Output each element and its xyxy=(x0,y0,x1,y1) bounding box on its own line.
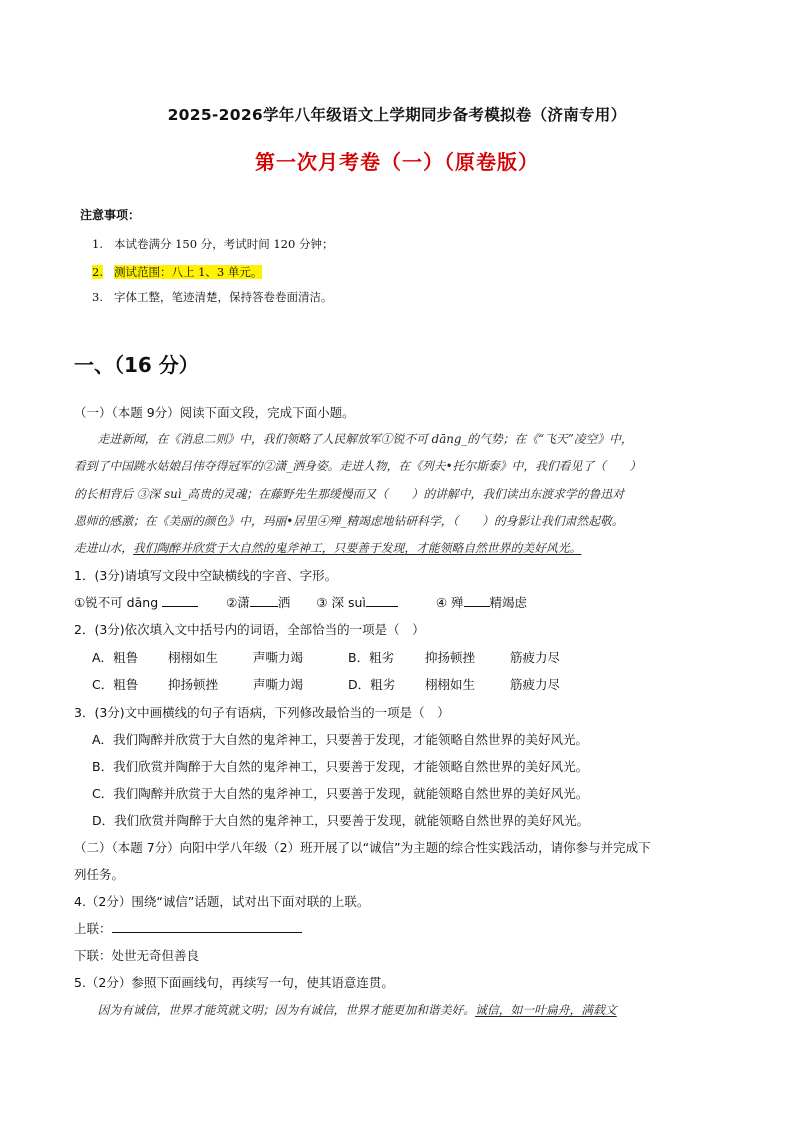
option-b[interactable]: B．我们欣赏并陶醉于大自然的鬼斧神工，只要善于发现，才能领略自然世界的美好风光。 xyxy=(92,759,589,774)
question-2-stem: 2．(3分)依次填入文中括号内的词语，全部恰当的一项是（ ） xyxy=(74,622,425,637)
part2-intro: （二）（本题 7分）向阳中学八年级（2）班开展了以“诚信”为主题的综合性实践活动，请你参与并完成下 xyxy=(74,840,651,855)
section-heading: 一、（16 分） xyxy=(74,353,199,377)
question-3-stem: 3．(3分)文中画横线的句子有语病，下列修改最恰当的一项是（ ） xyxy=(74,705,450,720)
notice-item-num: 1. xyxy=(92,237,103,251)
option-word: 抑扬顿挫 xyxy=(168,677,219,692)
passage-text: 走进山水， xyxy=(74,541,133,555)
blank-prompt: ①锐不可 dāng xyxy=(74,595,159,610)
passage-line: 恩师的感激；在《美丽的颜色》中，玛丽•居里④殚_精竭虑地钻研科学，（ ）的身影让我们肃然起敬。 xyxy=(74,514,624,528)
exam-subtitle: 第一次月考卷（一）（原卷版） xyxy=(255,150,539,174)
part2-intro-cont: 列任务。 xyxy=(74,867,125,882)
q5-text-plain: 因为有诚信，世界才能筑就文明；因为有诚信，世界才能更加和谐美好。 xyxy=(74,1003,476,1017)
blank-prompt: 精竭虑 xyxy=(489,595,528,610)
notice-heading: 注意事项： xyxy=(80,208,141,222)
underlined-sentence: 诚信，如一叶扁舟，满载文 xyxy=(475,1003,617,1017)
blank-prompt: ②潇 xyxy=(226,595,250,610)
blank-prompt: ④ 殚 xyxy=(435,595,464,610)
notice-item-text: 本试卷满分 150 分，考试时间 120 分钟； xyxy=(113,237,334,251)
option-word: 粗劣 xyxy=(370,677,396,692)
passage-line: 走进新闻，在《消息二则》中，我们领略了人民解放军①锐不可 dāng_的气势；在《“飞天”凌空》中， xyxy=(74,432,633,446)
question-1-stem: 1．(3分)请填写文段中空缺横线的字音、字形。 xyxy=(74,568,338,583)
notice-item-num: 2. xyxy=(92,265,103,279)
passage-line-last xyxy=(74,539,581,556)
option-label: B． xyxy=(348,650,370,665)
q5-text xyxy=(74,1001,617,1018)
option-label: D． xyxy=(348,677,371,692)
question-5-stem: 5.（2分）参照下面画线句，再续写一句，使其语意连贯。 xyxy=(74,975,394,990)
option-a[interactable]: A．我们陶醉并欣赏于大自然的鬼斧神工，只要善于发现，才能领略自然世界的美好风光。 xyxy=(92,732,589,747)
notice-item-text: 测试范围：八上 1、3 单元。 xyxy=(113,265,263,279)
answer-blank[interactable] xyxy=(250,594,278,607)
option-word: 栩栩如生 xyxy=(168,650,219,665)
notice-item-num: 3. xyxy=(92,290,103,304)
answer-blank[interactable] xyxy=(464,594,490,607)
option-d[interactable]: D．我们欣赏并陶醉于大自然的鬼斧神工，只要善于发现，就能领略自然世界的美好风光。 xyxy=(92,813,590,828)
option-word: 筋疲力尽 xyxy=(510,677,561,692)
blank-prompt: ③ 深 suì xyxy=(316,595,366,610)
passage-line: 的长相背后 ③深 suì_高贵的灵魂；在藤野先生那缓慢而又（ ）的讲解中，我们读出东渡求学的鲁迅对 xyxy=(74,487,624,501)
option-word: 声嘶力竭 xyxy=(253,677,304,692)
part1-intro: （一）（本题 9分）阅读下面文段，完成下面小题。 xyxy=(74,405,355,420)
upper-couplet-line xyxy=(74,919,302,937)
option-word: 粗鲁 xyxy=(113,650,139,665)
option-b[interactable] xyxy=(348,648,394,666)
option-word: 筋疲力尽 xyxy=(510,650,561,665)
option-word: 声嘶力竭 xyxy=(253,650,304,665)
question-4-stem: 4.（2分）围绕“诚信”话题，试对出下面对联的上联。 xyxy=(74,894,370,909)
passage-line: 看到了中国跳水姑娘吕伟夺得冠军的②潇_洒身姿。走进人物，在《列夫•托尔斯泰》中，我们看见了（ ） xyxy=(74,459,642,473)
option-d[interactable] xyxy=(348,675,395,693)
option-word: 抑扬顿挫 xyxy=(425,650,476,665)
notice-item xyxy=(92,289,332,305)
blank-prompt: 洒 xyxy=(277,595,291,610)
option-label: A． xyxy=(92,650,114,665)
answer-blank[interactable] xyxy=(162,594,198,607)
answer-blank[interactable] xyxy=(366,594,398,607)
option-word: 栩栩如生 xyxy=(425,677,476,692)
option-word: 粗劣 xyxy=(369,650,395,665)
upper-couplet-label: 上联： xyxy=(74,921,112,936)
notice-item-text: 字体工整，笔迹清楚，保持答卷卷面清洁。 xyxy=(113,290,333,304)
option-a[interactable] xyxy=(92,648,138,666)
notice-item-highlighted xyxy=(92,264,262,280)
upper-couplet-blank[interactable] xyxy=(112,920,302,933)
option-word: 粗鲁 xyxy=(113,677,139,692)
exam-title: 2025-2026学年八年级语文上学期同步备考模拟卷（济南专用） xyxy=(167,106,627,124)
question-1-blanks xyxy=(74,593,527,611)
option-c[interactable]: C．我们陶醉并欣赏于大自然的鬼斧神工，只要善于发现，就能领略自然世界的美好风光。 xyxy=(92,786,589,801)
lower-couplet-line: 下联：处世无奇但善良 xyxy=(74,948,200,963)
underlined-sentence: 我们陶醉并欣赏于大自然的鬼斧神工，只要善于发现，才能领略自然世界的美好风光。 xyxy=(133,541,582,555)
option-c[interactable] xyxy=(92,675,138,693)
option-label: C． xyxy=(92,677,114,692)
notice-item xyxy=(92,236,333,252)
